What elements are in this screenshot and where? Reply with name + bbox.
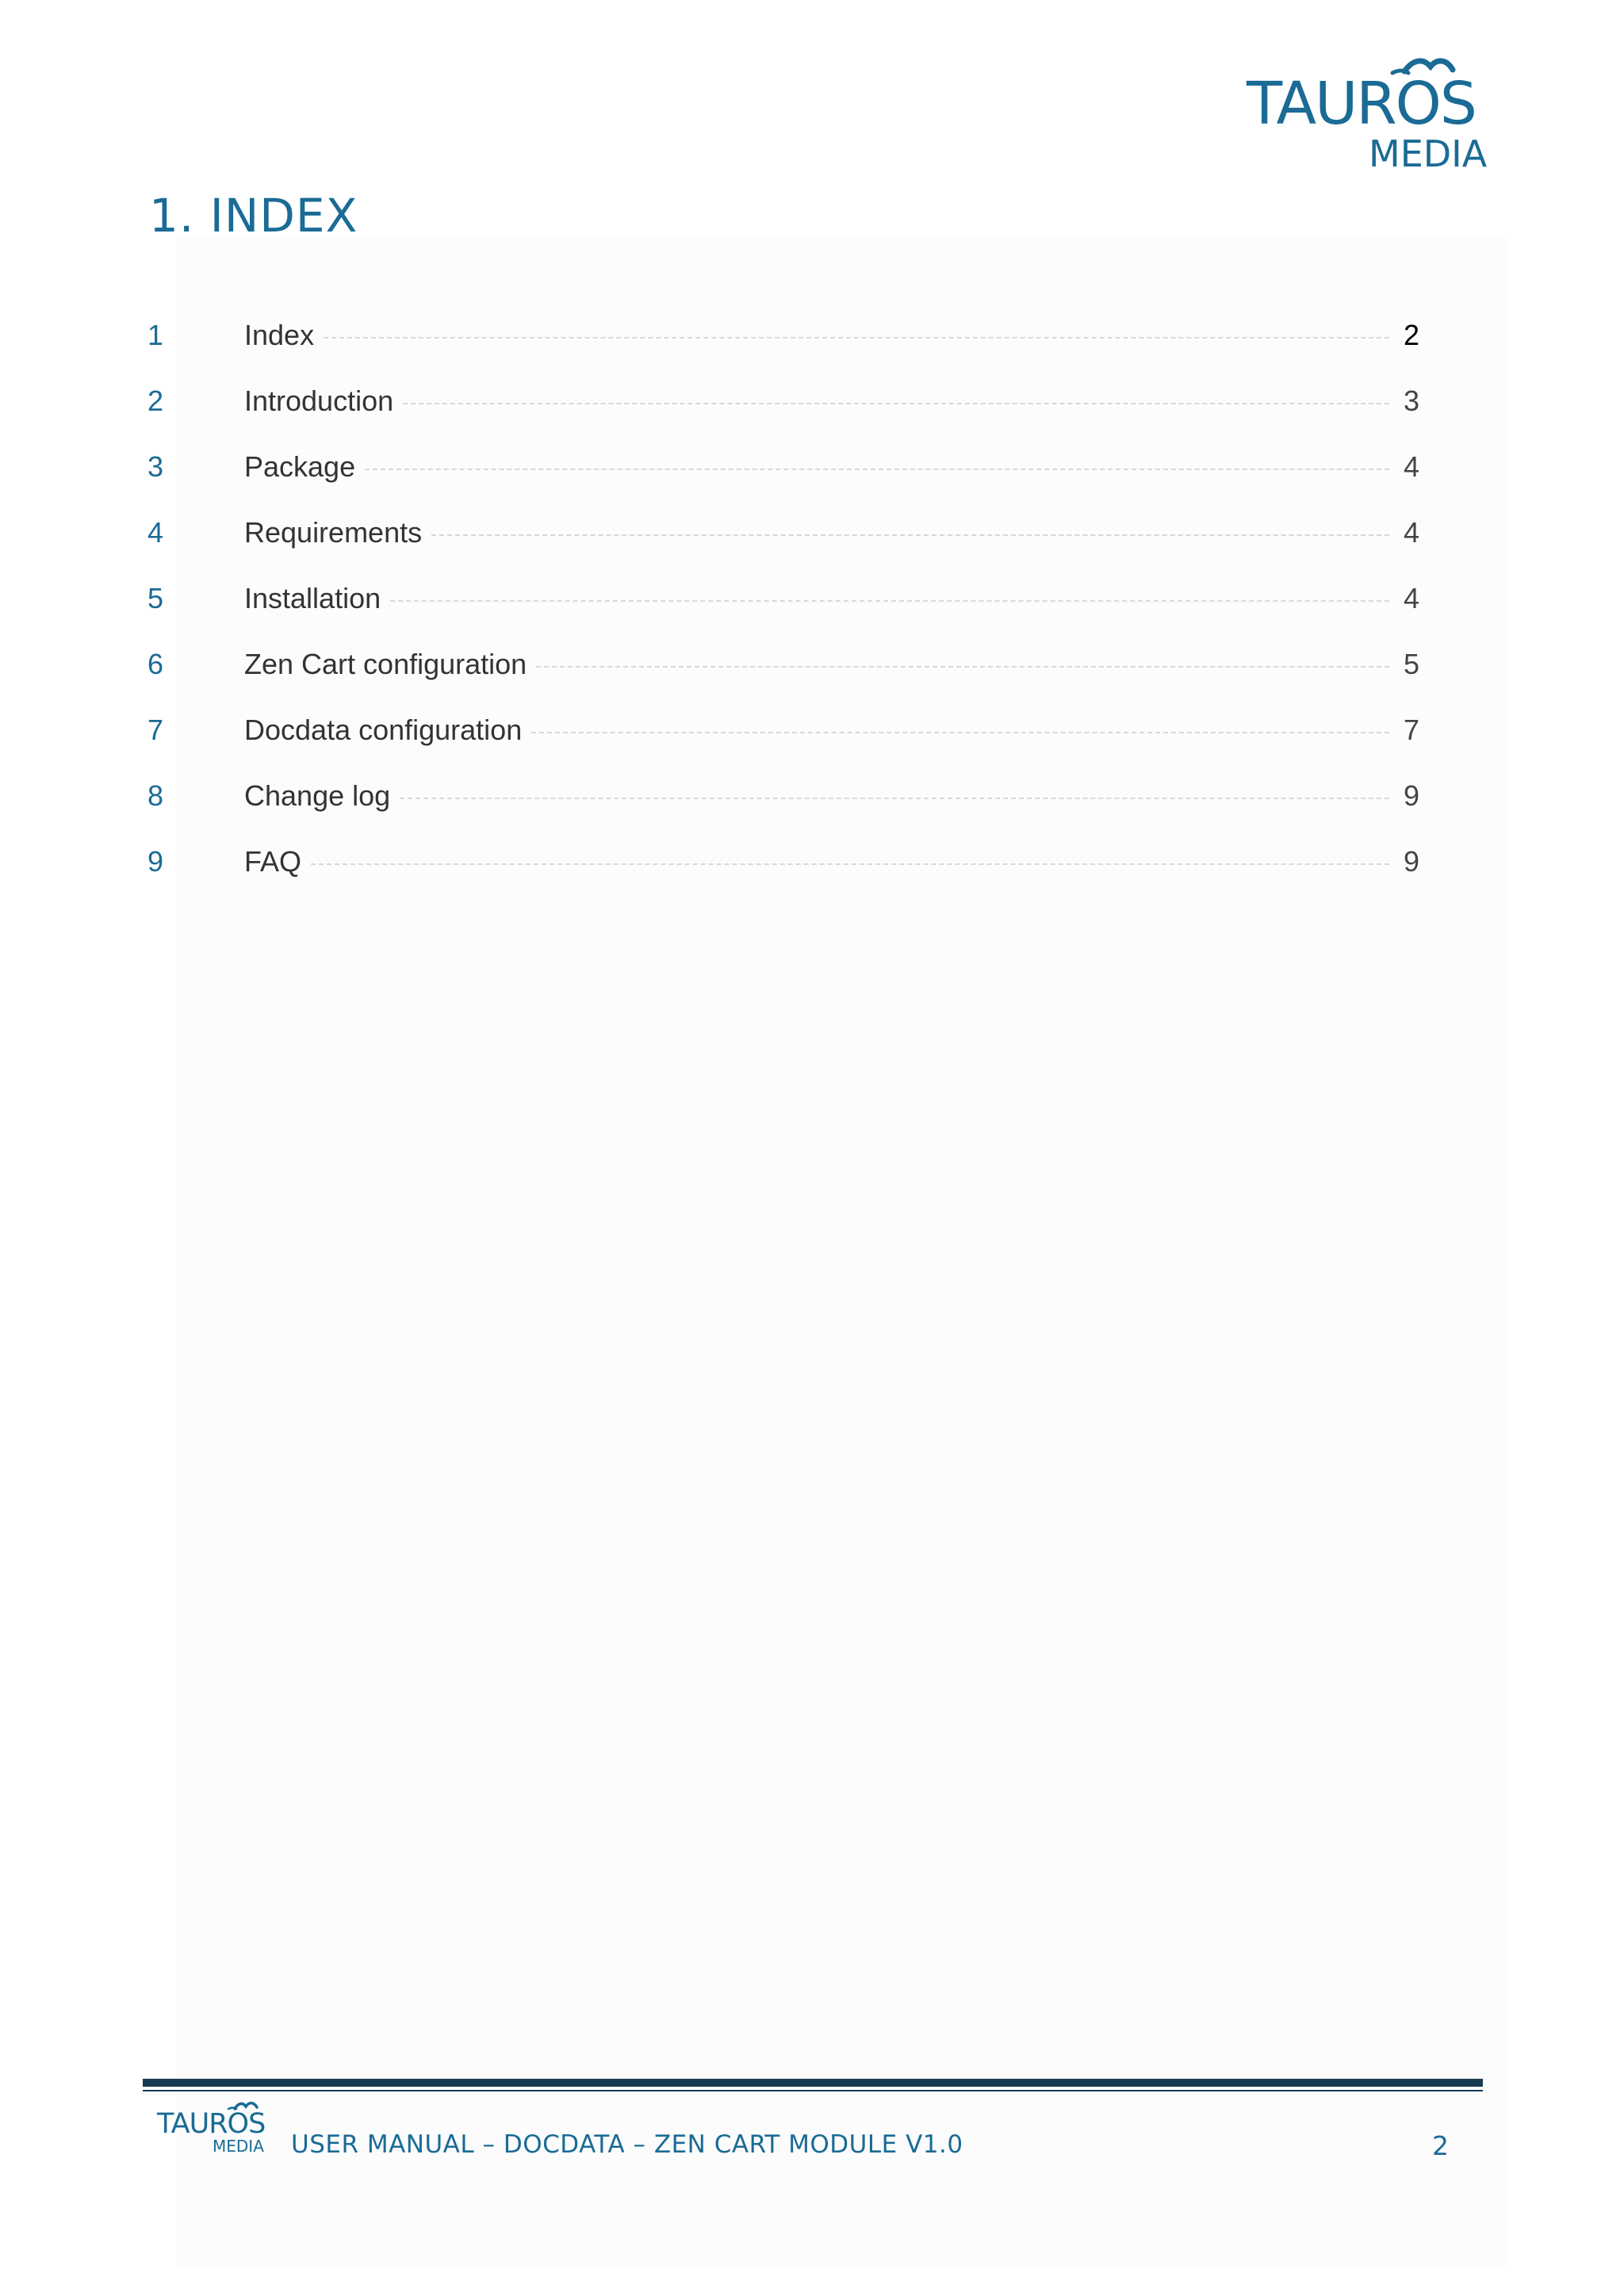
page-title: 1. INDEX (149, 189, 358, 243)
svg-text:TAUROS: TAUROS (1247, 70, 1476, 138)
toc-entry-number: 5 (147, 582, 164, 614)
toc-entry-page[interactable]: 7 (1403, 714, 1419, 746)
toc-dot-leader (400, 798, 1389, 799)
table-of-contents (147, 319, 1419, 911)
toc-entry[interactable] (147, 648, 1419, 714)
toc-entry-page[interactable]: 9 (1403, 779, 1419, 812)
toc-dot-leader (531, 732, 1389, 733)
toc-dot-leader (403, 403, 1389, 404)
tauros-media-logo-graphic (155, 2099, 278, 2156)
toc-dot-leader (311, 863, 1389, 865)
toc-entry-title[interactable]: Package (244, 450, 356, 483)
toc-entry[interactable] (147, 450, 1419, 516)
toc-dot-leader (365, 469, 1389, 470)
toc-entry-page[interactable]: 9 (1403, 845, 1419, 878)
toc-entry-number: 7 (147, 714, 164, 746)
toc-entry-title[interactable]: Installation (244, 582, 381, 614)
toc-entry-number: 4 (147, 516, 164, 549)
tauros-media-logo (1242, 55, 1496, 174)
footer-page-number: 2 (1432, 2130, 1449, 2161)
toc-entry[interactable] (147, 779, 1419, 845)
svg-text:TAUROS: TAUROS (157, 2108, 266, 2140)
toc-dot-leader (390, 600, 1389, 602)
toc-entry-page[interactable]: 2 (1403, 319, 1419, 351)
toc-dot-leader (536, 666, 1389, 668)
toc-entry-page[interactable]: 5 (1403, 648, 1419, 680)
tauros-media-logo (155, 2099, 278, 2156)
toc-entry-page[interactable]: 4 (1403, 450, 1419, 483)
toc-entry-number: 8 (147, 779, 164, 812)
toc-entry-page[interactable]: 4 (1403, 516, 1419, 549)
toc-entry-number: 1 (147, 319, 164, 351)
toc-dot-leader (324, 337, 1389, 339)
svg-text:MEDIA: MEDIA (1369, 132, 1488, 174)
toc-entry-number: 6 (147, 648, 164, 680)
toc-entry-number: 9 (147, 845, 164, 878)
toc-entry[interactable] (147, 714, 1419, 779)
toc-entry[interactable] (147, 319, 1419, 385)
toc-entry-title[interactable]: Index (244, 319, 315, 351)
footer-document-title: USER MANUAL – DOCDATA – ZEN CART MODULE V1.0 (291, 2130, 963, 2159)
svg-text:MEDIA: MEDIA (213, 2137, 264, 2156)
toc-entry-title[interactable]: FAQ (244, 845, 302, 878)
toc-entry-title[interactable]: Requirements (244, 516, 423, 549)
toc-entry-number: 2 (147, 385, 164, 417)
toc-entry[interactable] (147, 385, 1419, 450)
toc-entry[interactable] (147, 516, 1419, 582)
footer-divider-thin (143, 2090, 1483, 2091)
tauros-media-logo-graphic (1242, 55, 1496, 174)
toc-entry-title[interactable]: Change log (244, 779, 391, 812)
toc-dot-leader (431, 534, 1389, 536)
toc-entry-title[interactable]: Introduction (244, 385, 394, 417)
footer-divider (143, 2079, 1483, 2087)
toc-entry-title[interactable]: Zen Cart configuration (244, 648, 527, 680)
toc-entry[interactable] (147, 845, 1419, 911)
toc-entry-page[interactable]: 3 (1403, 385, 1419, 417)
toc-entry-page[interactable]: 4 (1403, 582, 1419, 614)
toc-entry-title[interactable]: Docdata configuration (244, 714, 523, 746)
toc-entry-number: 3 (147, 450, 164, 483)
toc-entry[interactable] (147, 582, 1419, 648)
